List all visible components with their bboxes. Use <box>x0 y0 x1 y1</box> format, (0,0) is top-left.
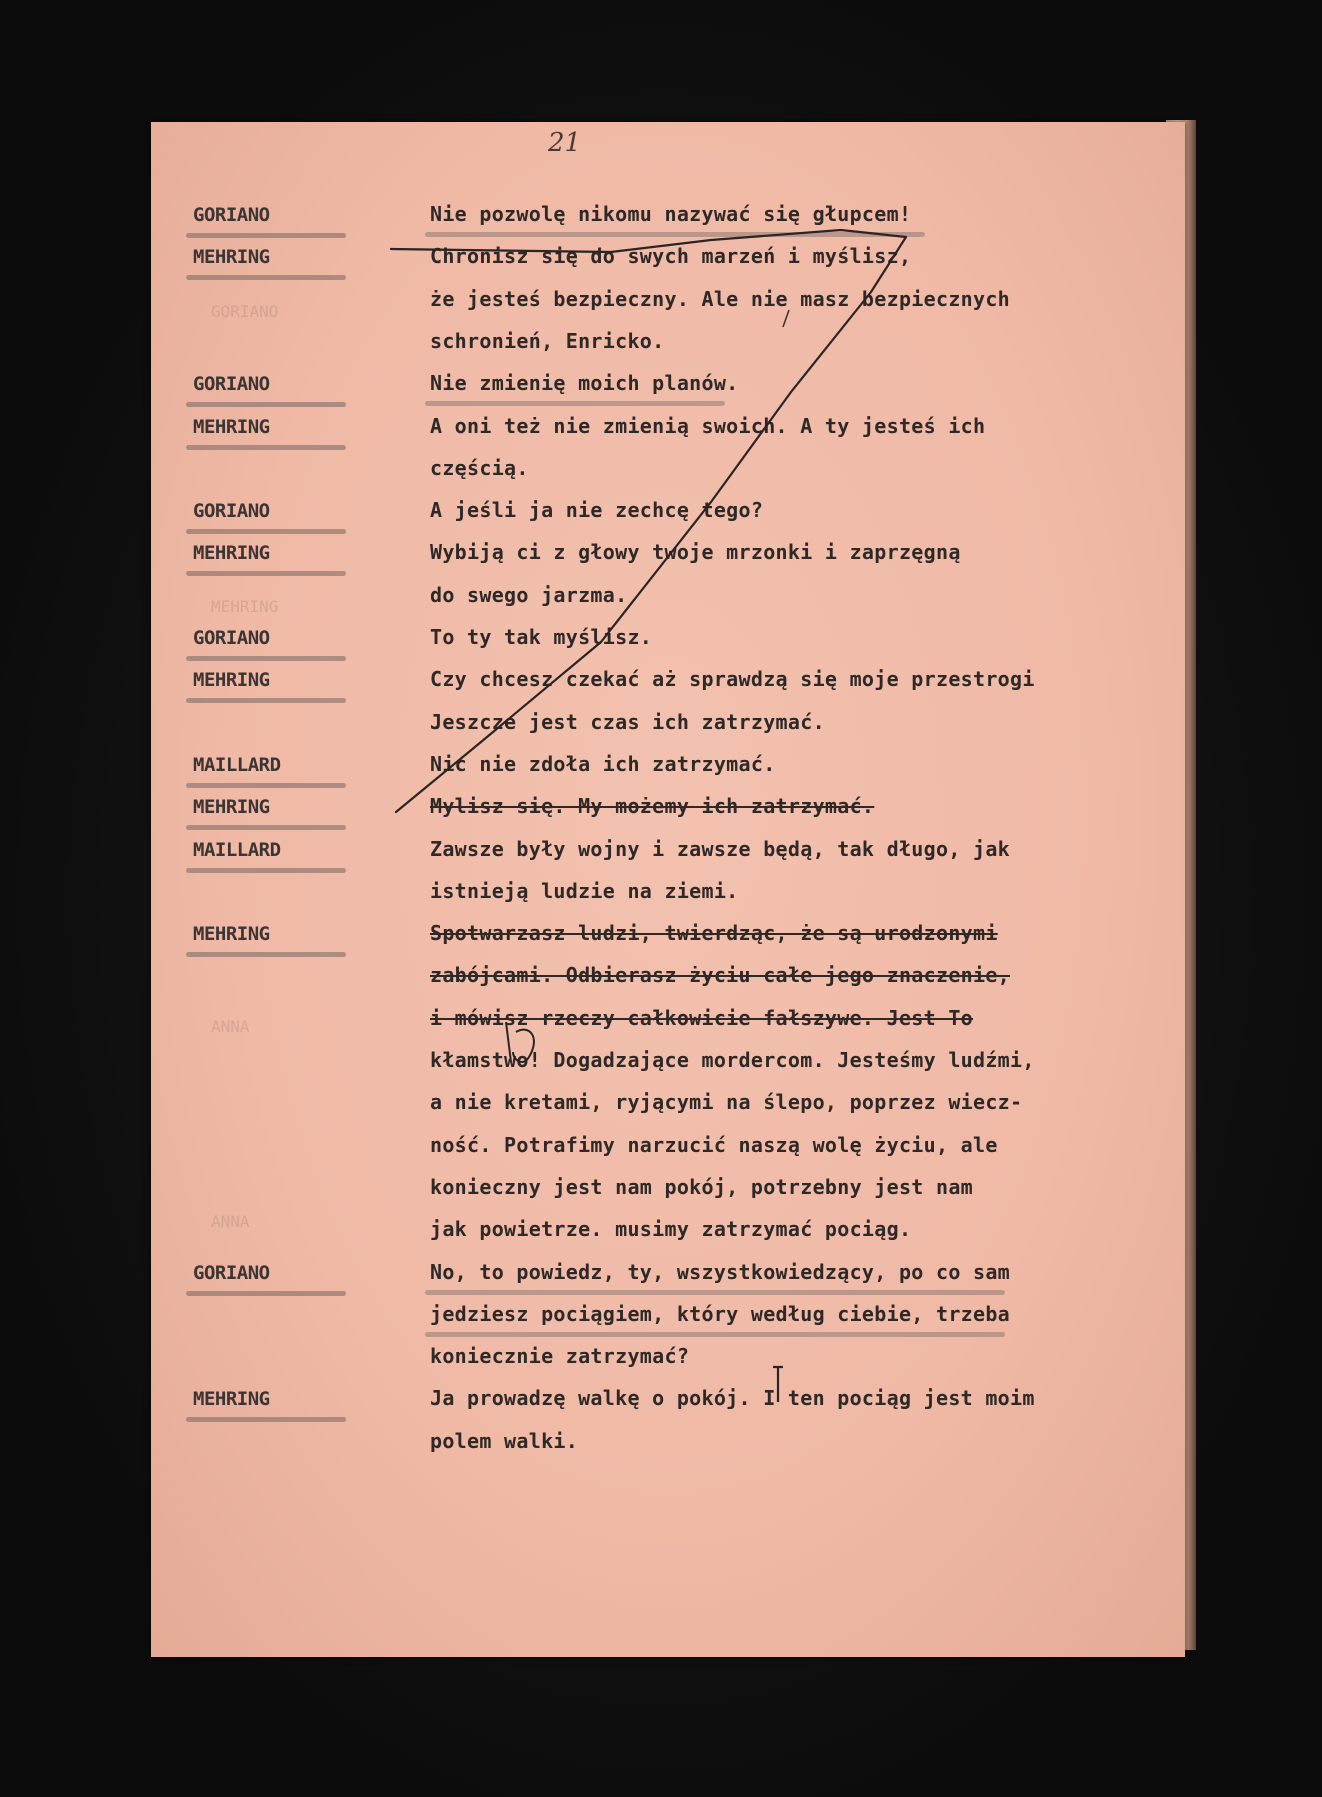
speaker-name: MEHRING <box>193 923 270 946</box>
speaker-name: MEHRING <box>193 542 270 565</box>
pencil-strike-mark <box>151 122 1185 1657</box>
page-number: 21 <box>548 128 582 158</box>
speaker-name: GORIANO <box>193 627 270 649</box>
speaker-name: MEHRING <box>193 669 270 692</box>
dialogue-text: Jeszcze jest czas ich zatrzymać. <box>430 709 825 734</box>
dialogue-text: koniecznie zatrzymać? <box>430 1344 690 1369</box>
dialogue-text: Nic nie zdoła ich zatrzymać. <box>430 751 776 776</box>
speaker-name: MEHRING <box>193 1388 270 1411</box>
dialogue-text: a nie kretami, ryjącymi na ślepo, poprzez wiecz- <box>430 1090 1023 1115</box>
dialogue-text: konieczny jest nam pokój, potrzebny jest nam <box>430 1174 974 1199</box>
bleed-through-text: GORIANO <box>211 302 279 321</box>
dialogue-text: Zawsze były wojny i zawsze będą, tak długo, jak <box>430 836 1011 861</box>
dialogue-text: istnieją ludzie na ziemi. <box>430 878 739 903</box>
dialogue-text: Wybiją ci z głowy twoje mrzonki i zaprzęgną <box>430 540 961 565</box>
speaker-name: GORIANO <box>193 373 270 396</box>
struck-dialogue-text: i mówisz rzeczy całkowicie fałszywe. Jest To <box>430 1005 974 1030</box>
speaker-name: MAILLARD <box>193 838 281 861</box>
speaker-name: MEHRING <box>193 796 270 819</box>
speaker-name: MEHRING <box>193 415 270 438</box>
dialogue-text: że jesteś bezpieczny. Ale nie masz bezpiecznych <box>430 286 1011 311</box>
speaker-name: GORIANO <box>193 500 270 523</box>
dialogue-text: Ja prowadzę walkę o pokój. I ten pociąg jest moim <box>430 1386 1035 1411</box>
dialogue-text: polem walki. <box>430 1428 579 1453</box>
struck-dialogue-text: zabójcami. Odbierasz życiu całe jego znaczenie, <box>430 963 1011 988</box>
dialogue-text: A jeśli ja nie zechcę tego? <box>430 498 764 523</box>
dialogue-text: ność. Potrafimy narzucić naszą wolę życiu, ale <box>430 1132 998 1157</box>
speaker-name: MAILLARD <box>193 753 281 776</box>
dialogue-text: częścią. <box>430 455 529 480</box>
struck-dialogue-text: Mylisz się. My możemy ich zatrzymać. <box>430 794 875 819</box>
dialogue-text: do swego jarzma. <box>430 582 628 607</box>
struck-dialogue-text: Spotwarzasz ludzi, twierdząc, że są urodzonymi <box>430 921 998 946</box>
speaker-name: GORIANO <box>193 1261 270 1284</box>
bleed-through-text: ANNA <box>211 1212 250 1231</box>
bleed-through-text: ANNA <box>211 1017 250 1036</box>
speaker-name: MEHRING <box>193 246 270 269</box>
dialogue-text: schronień, Enricko. <box>430 328 665 353</box>
dialogue-text: A oni też nie zmienią swoich. A ty jesteś ich <box>430 413 986 438</box>
speaker-name: GORIANO <box>193 204 270 226</box>
dialogue-text: kłamstwo! Dogadzające mordercom. Jesteśmy ludźmi, <box>430 1048 1035 1072</box>
dialogue-text: No, to powiedz, ty, wszystkowiedzący, po co sam <box>430 1259 1011 1284</box>
typescript-page <box>151 122 1185 1657</box>
dialogue-text: jak powietrze. musimy zatrzymać pociąg. <box>430 1217 912 1242</box>
bleed-through-text: MEHRING <box>211 597 279 616</box>
dialogue-text: Chronisz się do swych marzeń i myślisz, <box>430 244 912 269</box>
dialogue-text: Nie pozwolę nikomu nazywać się głupcem! <box>430 202 912 226</box>
dialogue-text: Czy chcesz czekać aż sprawdzą się moje przestrogi <box>430 667 1035 692</box>
dialogue-text: Nie zmienię moich planów. <box>430 371 739 396</box>
dialogue-text: To ty tak myślisz. <box>430 625 653 649</box>
dialogue-text: jedziesz pociągiem, który według ciebie, trzeba <box>430 1301 1011 1326</box>
